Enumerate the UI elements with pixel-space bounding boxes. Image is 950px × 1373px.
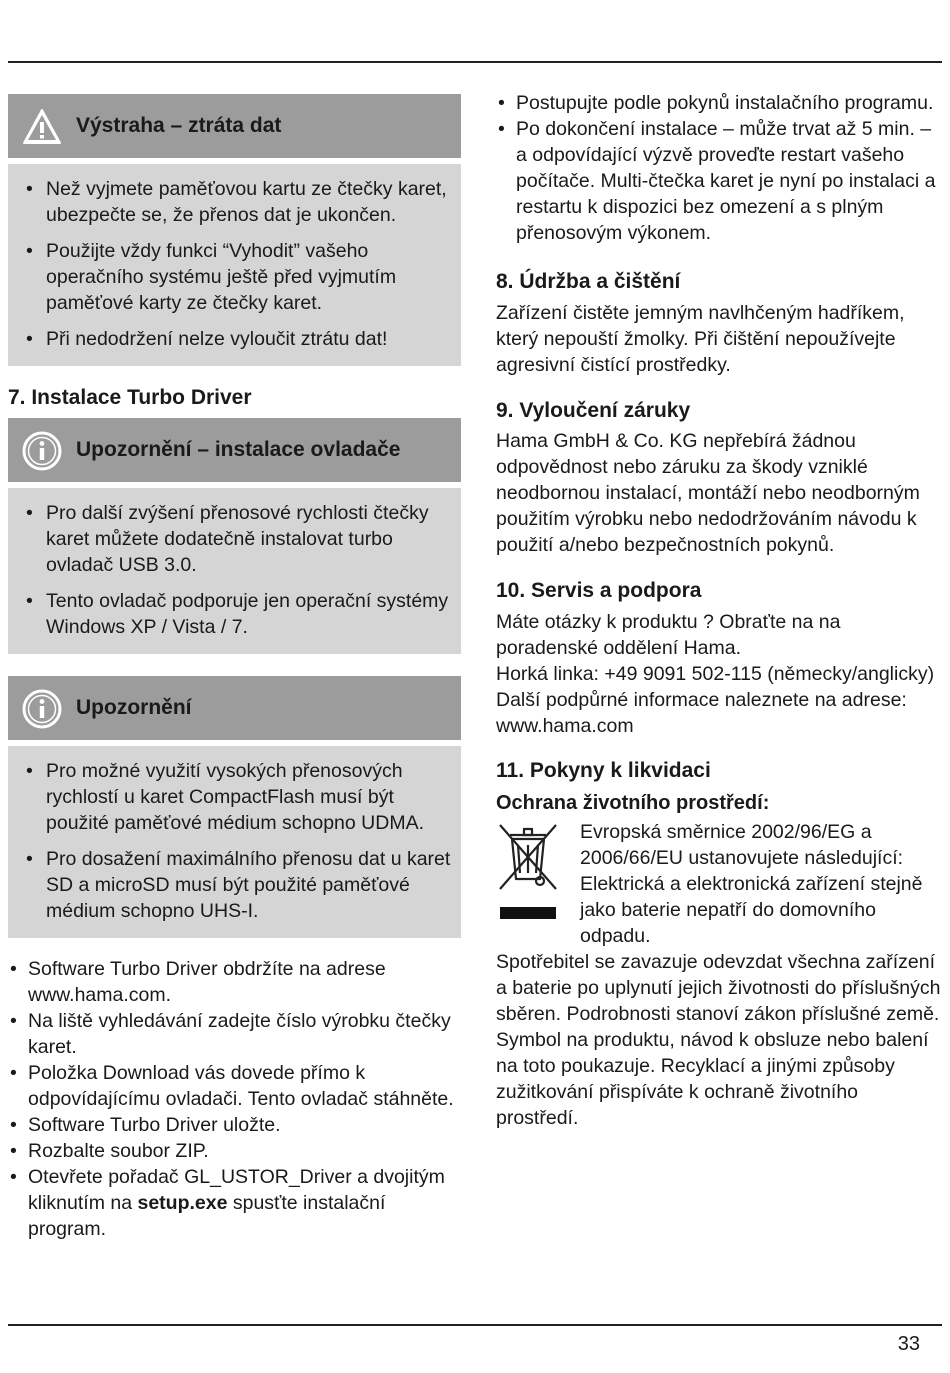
section-title-11: 11. Pokyny k likvidaci [496,759,711,782]
note-box-install-title: Upozornění – instalace ovladače [76,438,401,461]
note-box-install-body [8,488,461,654]
website-line: www.hama.com [496,715,634,737]
step-text: spusťte instalační program. [28,1192,386,1240]
list-item: • Položka Download vás dovede přímo k odpovídajícímu ovladači. Tento ovladač stáhněte. [8,1060,461,1112]
bottom-rule [8,1324,942,1326]
warning-box-body [8,164,461,366]
section-title-9: 9. Vyloučení záruky [496,399,691,422]
install-steps-list [8,956,461,1242]
note-box-udma-header [8,676,461,740]
list-item: • Použijte vždy funkci “Vyhodit” vašeho operačního systému ještě před vyjmutím paměťové karty ze čtečky karet. [18,238,451,316]
warning-triangle-icon [22,107,62,147]
list-item: • Po dokončení instalace – může trvat až 5 min. – a odpovídající výzvě proveďte restart vašeho počítače. Multi-čtečka karet je nyní po instalaci a restartu k dispozici bez omezení a s plným přenosovým výkonem. [496,116,944,246]
list-item: • Tento ovladač podporuje jen operační systémy Windows XP / Vista / 7. [18,588,451,640]
list-item: • Pro možné využití vysokých přenosových rychlostí u karet CompactFlash musí být použité paměťové médium schopno UDMA. [18,758,451,836]
info-icon [22,431,62,471]
note-box-install-header [8,418,461,482]
note-box-udma-body [8,746,461,938]
section-title-8: 8. Údržba a čištění [496,270,681,293]
disposal-block [496,819,944,1131]
list-item: • Na liště vyhledávání zadejte číslo výrobku čtečky karet. [8,1008,461,1060]
disposal-text: Spotřebitel se zavazuje odevzdat všechna zařízení a baterie po uplynutí jejich životnosti do příslušných sběren. Podrobnosti stanoví zákon příslušné země. Symbol na produktu, návod k obsluze nebo balení na toto poukazuje. Recyklací a jinými způsoby zužitkování přispíváte k ochraně životního prostředí. [496,951,941,1129]
list-item: • Pro další zvýšení přenosové rychlosti čtečky karet můžete dodatečně instalovat turbo ovladač USB 3.0. [18,500,451,578]
hotline-line: Horká linka: +49 9091 502-115 (německy/anglicky) [496,663,935,685]
info-icon [22,689,62,729]
list-item: • Software Turbo Driver obdržíte na adrese www.hama.com. [8,956,461,1008]
note-box-udma [8,676,461,938]
note-box-udma-title: Upozornění [76,696,192,719]
warning-box-title: Výstraha – ztráta dat [76,114,282,137]
crossed-out-wheelie-bin-icon [496,821,560,925]
install-steps-continued [496,90,944,246]
right-column [496,90,944,1131]
list-item: • Rozbalte soubor ZIP. [8,1138,461,1164]
list-item: • Software Turbo Driver uložte. [8,1112,461,1138]
left-column [8,94,461,1242]
warning-box-header [8,94,461,158]
top-rule [8,61,942,63]
list-item: • Postupujte podle pokynů instalačního programu. [496,90,944,116]
section-10-text [496,609,944,739]
section-11-subtitle: Ochrana životního prostředí: [496,792,770,814]
step-text: Otevřete pořadač GL_USTOR_Driver a dvojitým kliknutím na [28,1166,445,1214]
setup-exe-filename: setup.exe [137,1192,228,1214]
list-item: • Pro dosažení maximálního přenosu dat u karet SD a microSD musí být použité paměťové médium schopno UHS-I. [18,846,451,924]
list-item [8,1164,461,1242]
list-item: • Než vyjmete paměťovou kartu ze čtečky karet, ubezpečte se, že přenos dat je ukončen. [18,176,451,228]
note-box-install [8,418,461,654]
warning-box [8,94,461,366]
service-line: Další podpůrné informace naleznete na adrese: [496,689,907,711]
section-9-text: Hama GmbH & Co. KG nepřebírá žádnou odpovědnost nebo záruku za škody vzniklé neodbornou instalací, montáží nebo neodborným použitím výrobku nebo nedodržováním návodu k použití a/nebo bezpečnostních pokynů. [496,430,920,556]
page-number: 33 [897,1333,920,1355]
section-8-text: Zařízení čistěte jemným navlhčeným hadříkem, který nepouští žmolky. Při čištění nepoužívejte agresivní čistící prostředky. [496,302,905,376]
service-line: Máte otázky k produktu ? Obraťte na na poradenské oddělení Hama. [496,611,841,659]
list-item: • Při nedodržení nelze vyloučit ztrátu dat! [18,326,451,352]
section-title-10: 10. Servis a podpora [496,579,702,602]
disposal-text-indented: Evropská směrnice 2002/96/EG a 2006/66/EU ustanovujete následující: Elektrická a elektronická zařízení stejně jako baterie nepatří do domovního odpadu. [580,821,923,947]
section-title-7: 7. Instalace Turbo Driver [8,386,252,409]
